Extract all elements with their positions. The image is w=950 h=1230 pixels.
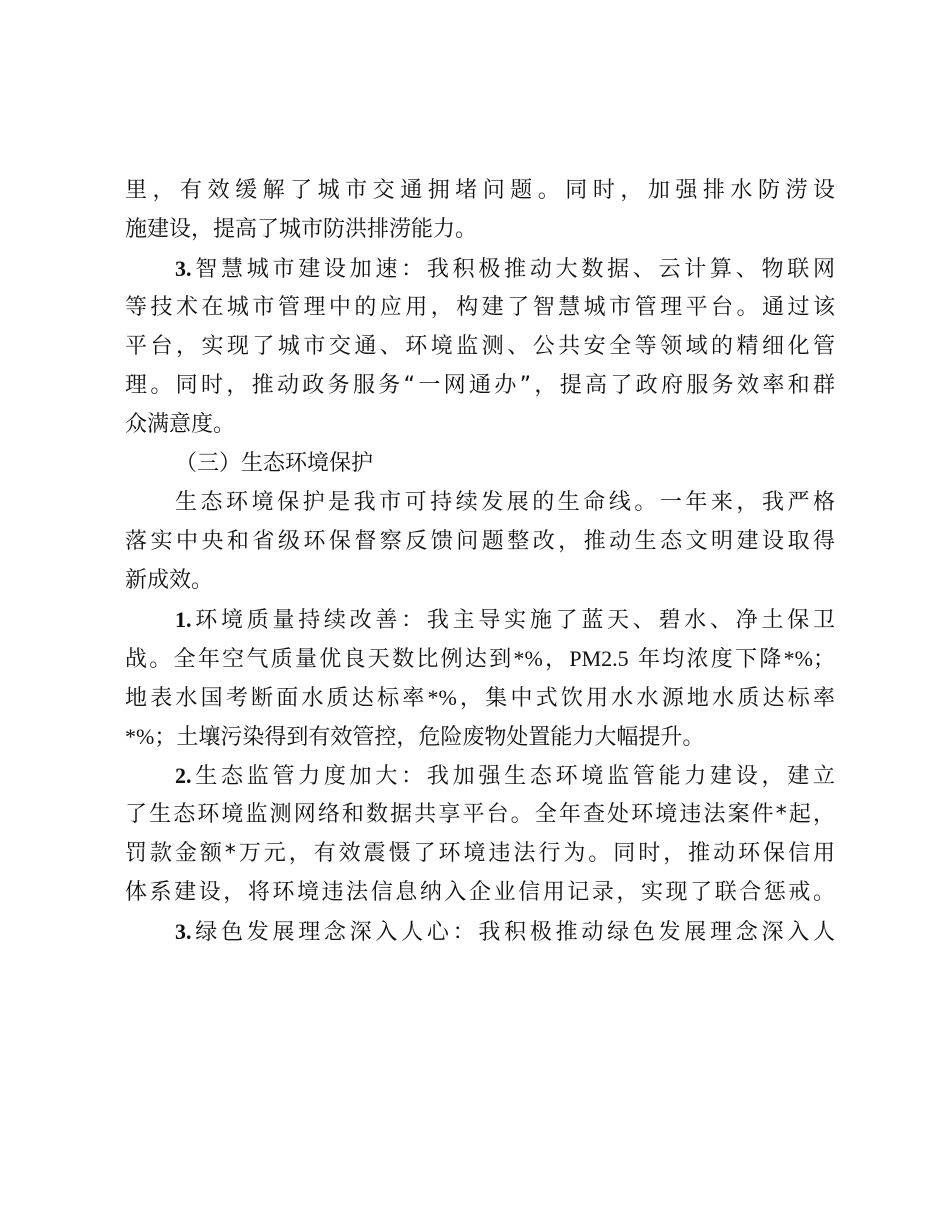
text-run: 了生态环境监测网络和数据共享平台。全年查处环境违法案件*起，: [125, 802, 835, 827]
section-heading: [125, 444, 835, 483]
text-run: 战。全年空气质量优良天数比例达到: [125, 647, 514, 672]
text-run: 里，有效缓解了城市交通拥堵问题。同时，加强排水防涝设: [125, 178, 835, 203]
text-run: 生态监管力度加大：我加强生态环境监管能力建设，建立: [191, 764, 835, 789]
text-line: [125, 795, 835, 834]
text-run: ；土壤污染得到有效管控，危险废物处置能力大幅提升。: [154, 725, 705, 750]
item-number: 2.: [175, 763, 192, 788]
item-number: 3.: [175, 256, 192, 281]
item-number: 1.: [175, 607, 192, 632]
item-number: 3.: [175, 919, 192, 944]
text-run: 地表水国考断面水质达标率: [125, 686, 428, 711]
text-line: [125, 171, 835, 210]
text-run: 平台，实现了城市交通、环境监测、公共安全等领域的精细化管: [125, 334, 835, 359]
text-run: ，集中式饮用水水源地水质达标率: [456, 686, 835, 711]
text-run: 落实中央和省级环保督察反馈问题整改，推动生态文明建设取得: [125, 529, 835, 554]
paragraph-supervision: [125, 756, 835, 795]
text-line: [125, 678, 835, 717]
text-run: 智慧城市建设加速：我积极推动大数据、云计算、物联网: [191, 257, 835, 282]
text-line: [125, 288, 835, 327]
text-run: *%: [125, 724, 155, 749]
paragraph-smart-city: [125, 249, 835, 288]
text-line: [125, 327, 835, 366]
text-line: [125, 405, 835, 444]
text-run: 施建设，提高了城市防洪排涝能力。: [125, 217, 478, 242]
text-line: [125, 834, 835, 873]
text-run: 体系建设，将环境违法信息纳入企业信用记录，实现了联合惩戒。: [125, 880, 835, 905]
text-run: *%；: [783, 646, 835, 671]
paragraph-intro: [125, 483, 835, 522]
document-body: [125, 171, 835, 951]
text-run: 众满意度。: [125, 412, 236, 437]
text-line: [125, 366, 835, 405]
text-line: [125, 522, 835, 561]
paragraph-env-quality: [125, 600, 835, 639]
text-run: 新成效。: [125, 568, 214, 593]
text-line: [125, 561, 835, 600]
text-run: 绿色发展理念深入人心：我积极推动绿色发展理念深入人: [191, 920, 835, 945]
text-run: *%: [427, 685, 457, 710]
paragraph-green-development: [125, 912, 835, 951]
text-line: [125, 873, 835, 912]
text-run: 环境质量持续改善：我主导实施了蓝天、碧水、净土保卫: [191, 608, 835, 633]
text-run: 等技术在城市管理中的应用，构建了智慧城市管理平台。通过该: [125, 295, 835, 320]
text-run: 年均浓度下降: [637, 647, 784, 672]
text-line: [125, 639, 835, 678]
text-line: [125, 717, 835, 756]
section-title: （三）生态环境保护: [175, 451, 374, 476]
text-line: [125, 210, 835, 249]
text-run: 理。同时，推动政务服务“一网通办”，提高了政府服务效率和群: [125, 373, 835, 398]
text-run: 罚款金额*万元，有效震慑了环境违法行为。同时，推动环保信用: [125, 841, 835, 866]
text-run: 生态环境保护是我市可持续发展的生命线。一年来，我严格: [175, 490, 835, 515]
text-run: *%，PM2.5: [513, 646, 629, 671]
